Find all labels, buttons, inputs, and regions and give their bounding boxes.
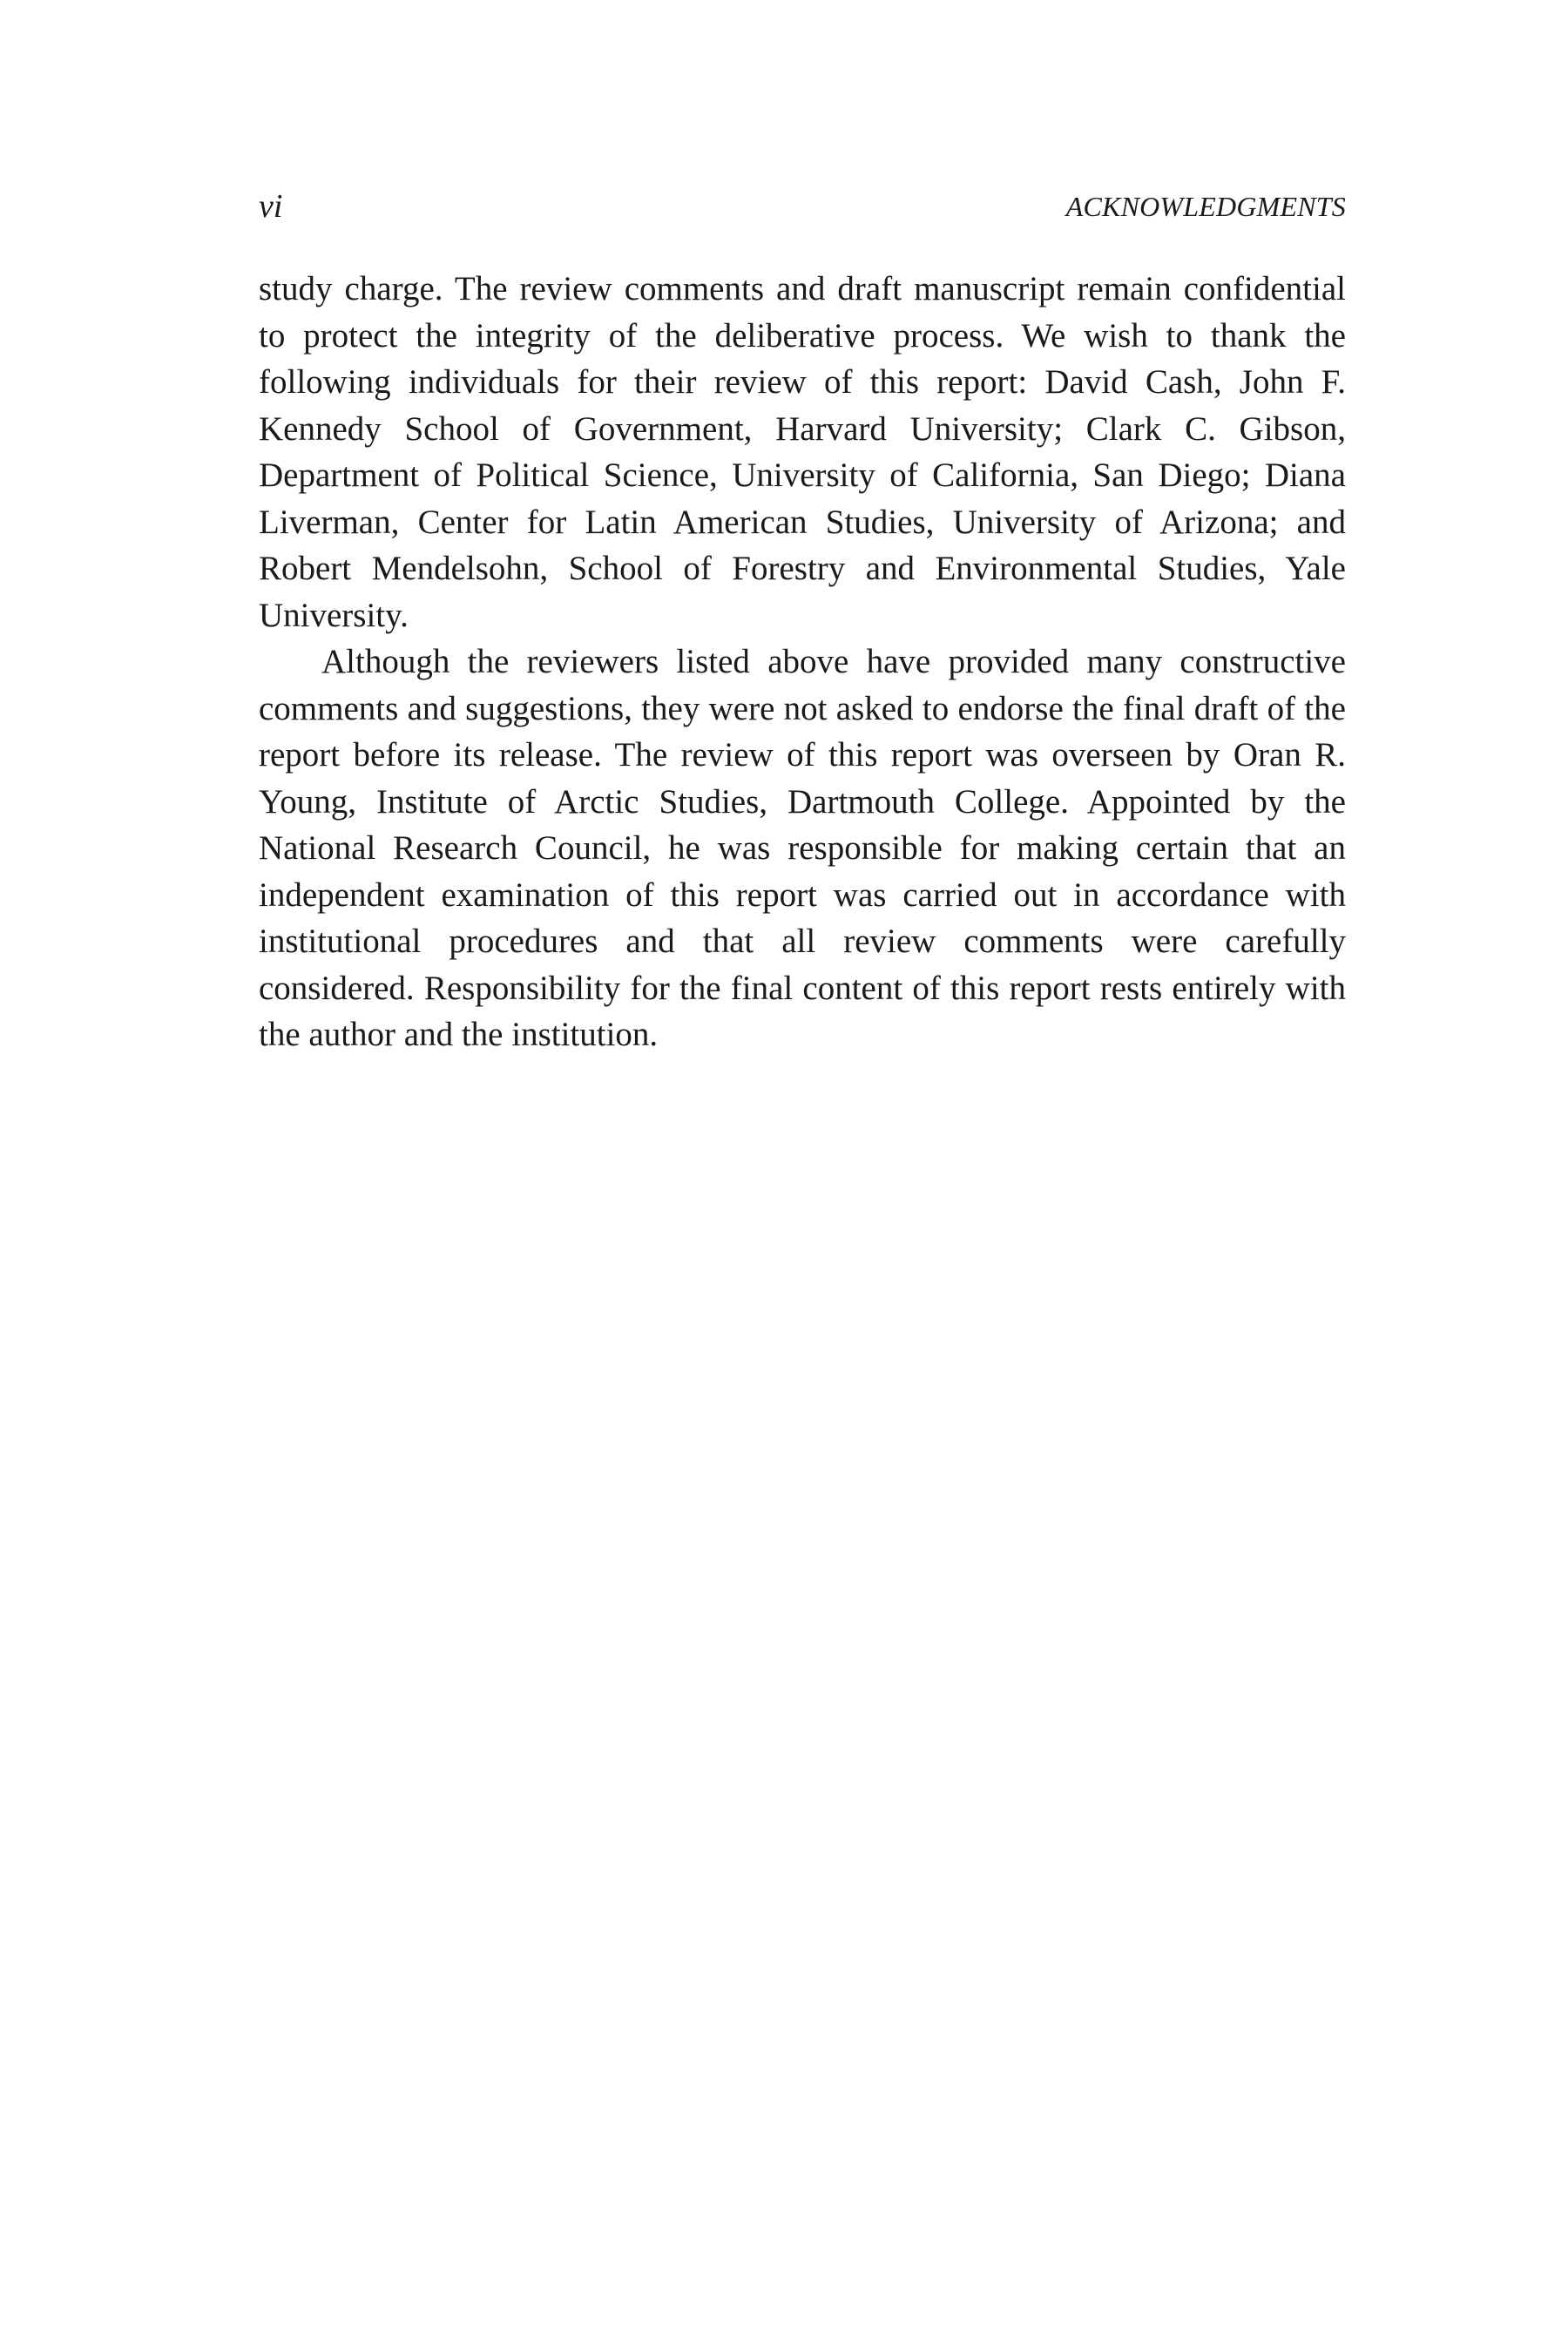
running-head — [259, 185, 1346, 228]
running-title: ACKNOWLEDGMENTS — [1065, 191, 1346, 222]
body-text — [259, 266, 1346, 1058]
paragraph-continued: study charge. The review comments and draft manuscript remain confidential to protect the integrity of the deliberative process. We wish to thank the following individuals for their review of this report: David Cash, John F. Kennedy School of Government, Harvard University; Clark C. Gibson, Department of Political Science, University of California, San Diego; Diana Liverman, Center for Latin American Studies, University of Arizona; and Robert Mendelsohn, School of Forestry and Environmental Studies, Yale University. — [259, 270, 1346, 634]
paragraph: Although the reviewers listed above have provided many constructive comments and suggestions, they were not asked to endorse the final draft of the report before its release. The review of this report was overseen by Oran R. Young, Institute of Arctic Studies, Dartmouth College. Appointed by the National Research Council, he was responsible for making certain that an independent examination of this report was carried out in accordance with institutional procedures and that all review comments were carefully considered. Responsibility for the final content of this report rests entirely with the author and the institution. — [259, 643, 1346, 1053]
page-number: vi — [259, 188, 283, 225]
